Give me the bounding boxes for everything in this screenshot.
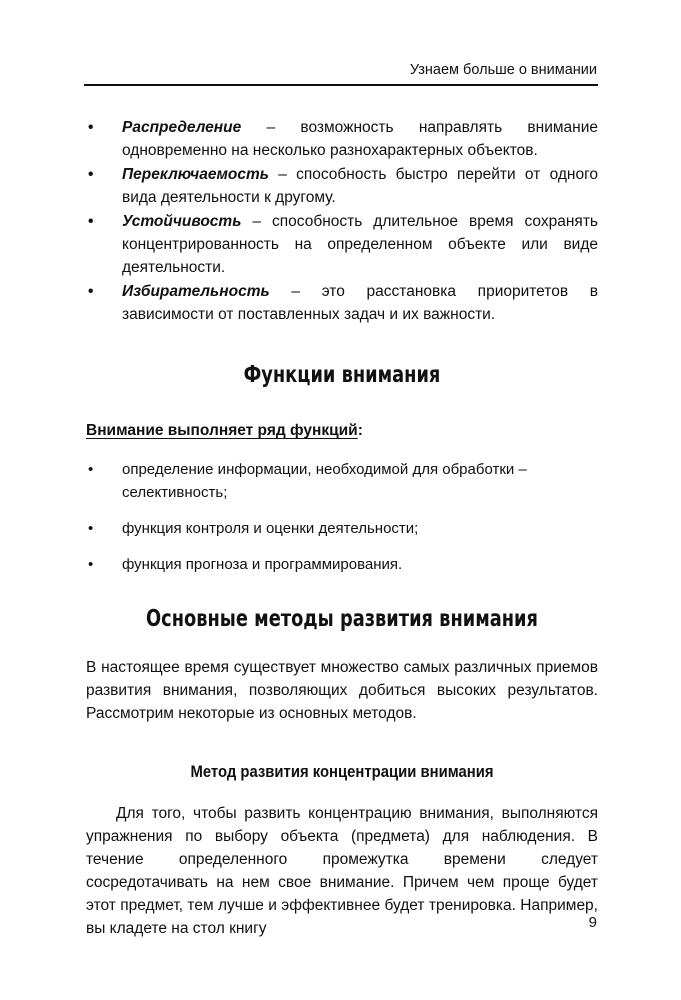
- running-head-title: Узнаем больше о внимании: [409, 62, 597, 78]
- section-title-methods: Основные методы развития внимания: [146, 606, 538, 632]
- bullet-icon: •: [88, 461, 94, 478]
- functions-list: [86, 458, 598, 576]
- list-item: [86, 458, 598, 504]
- list-item: [86, 210, 598, 279]
- concentration-text: Для того, чтобы развить концентрацию внимания, выполняются упражнения по выбору объекта (предмета) для наблюдения. В течение определенного промежутка времени следует сосредотачивать на нем свое внимание. Причем чем проще будет этот предмет, тем лучше и эффективнее будет тренировка. Например, вы кладете на стол книгу: [86, 805, 598, 937]
- functions-lead-colon: :: [357, 422, 363, 439]
- bullet-icon: •: [88, 283, 94, 300]
- subsection-title-concentration: Метод развития концентрации внимания: [190, 763, 494, 781]
- list-item: [86, 116, 598, 162]
- property-term: Устойчивость: [122, 213, 242, 230]
- bullet-icon: •: [88, 166, 94, 183]
- function-text: определение информации, необходимой для обработки – селективность;: [122, 461, 527, 501]
- bullet-icon: •: [88, 556, 94, 573]
- list-item: [86, 280, 598, 326]
- page-body: [86, 116, 598, 940]
- list-item: [86, 553, 598, 576]
- property-term: Переключаемость: [122, 166, 269, 183]
- property-description: – возможность направлять внимание одновременно на несколько разнохарактерных объектов.: [122, 119, 598, 159]
- header-rule: [84, 84, 598, 86]
- property-description: – способность длительное время сохранять концентрированность на определенном объекте или виде деятельности.: [122, 213, 598, 276]
- functions-lead: [86, 422, 598, 440]
- function-text: функция контроля и оценки деятельности;: [122, 520, 419, 537]
- list-item: [86, 517, 598, 540]
- properties-list: [86, 116, 598, 326]
- page-number: 9: [588, 914, 597, 931]
- methods-intro: В настоящее время существует множество самых различных приемов развития внимания, позволяющих добиться высоких результатов. Рассмотрим некоторые из основных методов.: [86, 659, 598, 722]
- bullet-icon: •: [88, 213, 94, 230]
- list-item: [86, 163, 598, 209]
- section-title-functions: Функции внимания: [243, 362, 441, 388]
- bullet-icon: •: [88, 520, 94, 537]
- function-text: функция прогноза и программирования.: [122, 556, 403, 573]
- property-term: Избирательность: [122, 283, 270, 300]
- property-description: – способность быстро перейти от одного вида деятельности к другому.: [122, 166, 598, 206]
- functions-lead-text: Внимание выполняет ряд функций: [86, 422, 358, 439]
- bullet-icon: •: [88, 119, 94, 136]
- property-description: – это расстановка приоритетов в зависимости от поставленных задач и их важности.: [122, 283, 598, 323]
- property-term: Распределение: [122, 119, 242, 136]
